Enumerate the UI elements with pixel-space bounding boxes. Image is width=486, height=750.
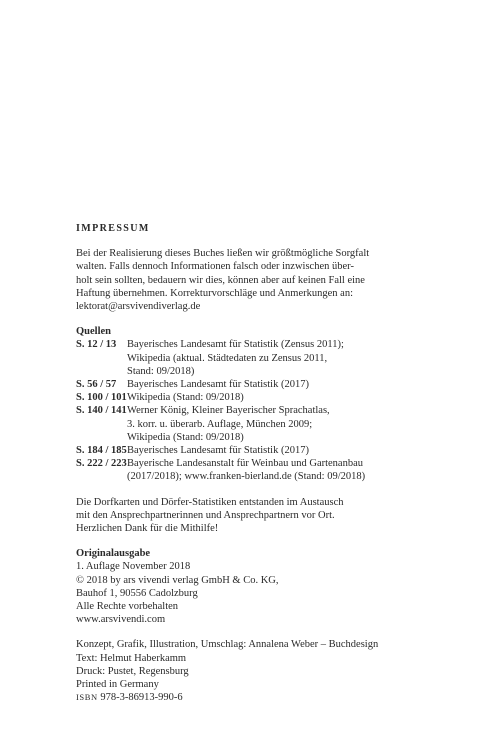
source-line: Bayerisches Landesamt für Statistik (2017) xyxy=(127,445,309,457)
edition-line: Alle Rechte vorbehalten xyxy=(76,601,179,613)
intro-paragraph xyxy=(76,247,428,313)
isbn-line xyxy=(76,691,428,704)
page-title: IMPRESSUM xyxy=(76,223,150,234)
intro-line: walten. Falls dennoch Informationen falsch oder inzwischen über- xyxy=(76,261,354,273)
thanks-line: Die Dorfkarten und Dörfer-Statistiken entstanden im Austausch xyxy=(76,496,344,508)
edition-line: 1. Auflage November 2018 xyxy=(76,561,191,573)
source-page: S. 184 / 185 xyxy=(76,445,127,457)
credits-line: Konzept, Grafik, Illustration, Umschlag: Annalena Weber – Buchdesign xyxy=(76,639,379,651)
edition-line: © 2018 by ars vivendi verlag GmbH & Co. KG, xyxy=(76,574,279,586)
source-page: S. 100 / 101 xyxy=(76,392,127,404)
source-page: S. 56 / 57 xyxy=(76,379,117,391)
source-line: Wikipedia (Stand: 09/2018) xyxy=(127,431,244,443)
source-row xyxy=(76,457,428,483)
intro-line: holt sein sollten, bedauern wir dies, können aber auf keinen Fall eine xyxy=(76,274,365,286)
edition-website: www.arsvivendi.com xyxy=(76,614,166,626)
source-text xyxy=(127,444,309,457)
intro-line: Haftung übernehmen. Korrekturvorschläge und Anmerkungen an: xyxy=(76,287,353,299)
impressum-content xyxy=(76,222,428,717)
source-row xyxy=(76,378,428,391)
edition-line: Bauhof 1, 90556 Cadolzburg xyxy=(76,587,198,599)
source-row xyxy=(76,404,428,444)
source-line: Bayerisches Landesamt für Statistik (2017) xyxy=(127,379,309,391)
edition-title: Originalausgabe xyxy=(76,548,151,560)
intro-line: Bei der Realisierung dieses Buches ließen wir größtmögliche Sorgfalt xyxy=(76,248,370,260)
source-line: (2017/2018); www.franken-bierland.de (Stand: 09/2018) xyxy=(127,471,366,483)
source-row xyxy=(76,338,428,378)
sources-title: Quellen xyxy=(76,326,112,338)
source-line: Bayerisches Landesamt für Statistik (Zensus 2011); xyxy=(127,339,344,351)
edition-section xyxy=(76,547,428,626)
source-line: Wikipedia (Stand: 09/2018) xyxy=(127,392,244,404)
credits-section xyxy=(76,638,428,704)
thanks-paragraph xyxy=(76,496,428,536)
source-row xyxy=(76,444,428,457)
source-text xyxy=(127,378,309,391)
isbn-number: 978-3-86913-990-6 xyxy=(100,692,183,704)
sources-section xyxy=(76,325,428,483)
thanks-line: mit den Ansprechpartnerinnen und Ansprechpartnern vor Ort. xyxy=(76,509,335,521)
source-text xyxy=(127,338,344,378)
source-page: S. 140 / 141 xyxy=(76,405,127,417)
source-line: 3. korr. u. überarb. Auflage, München 2009; xyxy=(127,418,313,430)
credits-line: Text: Helmut Haberkamm xyxy=(76,652,187,664)
source-text xyxy=(127,457,365,483)
thanks-line: Herzlichen Dank für die Mithilfe! xyxy=(76,523,219,535)
source-text xyxy=(127,404,330,444)
source-line: Wikipedia (aktual. Städtedaten zu Zensus 2011, xyxy=(127,352,328,364)
source-row xyxy=(76,391,428,404)
source-page: S. 222 / 223 xyxy=(76,458,127,470)
intro-email: lektorat@arsvivendiverlag.de xyxy=(76,301,201,313)
source-line: Bayerische Landesanstalt für Weinbau und Gartenanbau xyxy=(127,458,363,470)
source-line: Stand: 09/2018) xyxy=(127,365,195,377)
isbn-label: ISBN xyxy=(76,692,98,703)
source-page: S. 12 / 13 xyxy=(76,339,117,351)
credits-line: Printed in Germany xyxy=(76,679,159,691)
credits-line: Druck: Pustet, Regensburg xyxy=(76,665,189,677)
source-line: Werner König, Kleiner Bayerischer Sprachatlas, xyxy=(127,405,330,417)
source-text xyxy=(127,391,244,404)
